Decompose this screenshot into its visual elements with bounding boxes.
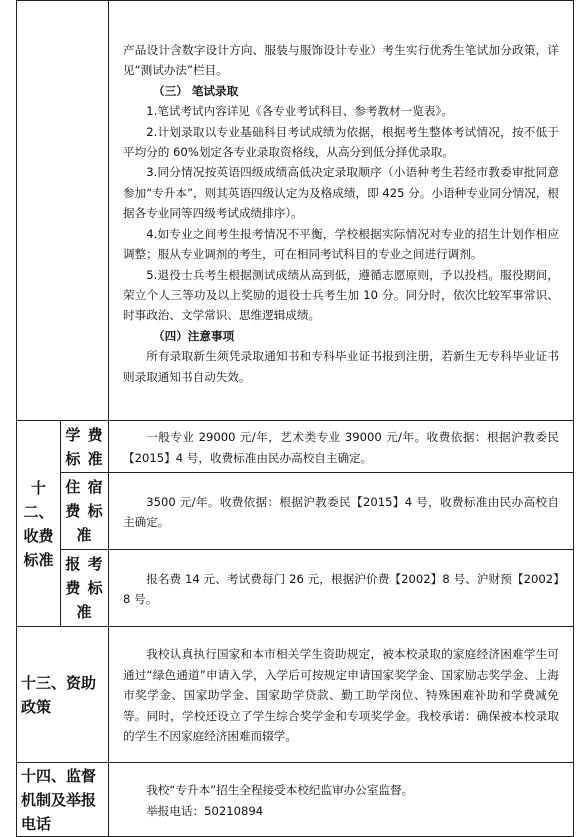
rule-1: 1.笔试考试内容详见《各专业考试科目、参考教材一览表》。: [146, 104, 453, 119]
written-admission-subtitle: （三） 笔试录取: [153, 83, 239, 98]
written-exam-section-row: [17, 1, 574, 421]
fees-category-label: 十 二、 收费 标准: [17, 421, 61, 627]
supervision-text-cell: [109, 763, 574, 837]
report-phone: 举报电话：50210894: [146, 803, 264, 818]
housing-label: 住 宿 费 标 准: [61, 473, 109, 550]
supervision-text: 我校“专升本”招生全程接受本校纪监审办公室监督。: [146, 783, 414, 798]
rule-3: 3.同分情况按英语四级成绩高低决定录取顺序（小语种考生若经市教委审批同意参加“专升本”，则其英语四级认定为及格成绩，即 425 分。小语种专业同分情况，根据各专业同等四级考试成绩排序）。: [123, 165, 559, 221]
supervision-label: 十四、监督 机制及举报 电话: [17, 763, 109, 837]
housing-text: 3500 元/年。收费依据：根据沪教委民【2015】4 号，收费标准由民办高校自主确定。: [123, 494, 559, 529]
aid-policy-label: 十三、资助 政策: [17, 627, 109, 763]
notice-text: 所有录取新生须凭录取通知书和专科毕业证书报到注册，若新生无专科毕业证书则录取通知书自动失效。: [123, 349, 559, 384]
supervision-row: [17, 763, 574, 837]
notice-subtitle: （四）注意事项: [153, 328, 235, 343]
written-exam-content: [109, 1, 574, 421]
tuition-row: [17, 421, 574, 473]
tuition-text-cell: [109, 421, 574, 473]
intro-text: 产品设计含数字设计方向、服装与服饰设计专业）考生实行优秀生笔试加分政策，详见“测试办法”栏目。: [123, 43, 559, 78]
tuition-label: 学 费 标 准: [61, 421, 109, 473]
aid-policy-text-cell: [109, 627, 574, 763]
aid-policy-text: 我校认真执行国家和本市相关学生资助规定，被本校录取的家庭经济困难学生可通过“绿色通道”申请入学，入学后可按规定申请国家奖学金、国家励志奖学金、上海市奖学金、国家助学金、国家助学贷款、勤工助学岗位、特殊困难补助和学费减免等。同时，学校还设立了学生综合奖学金和专项奖学金。我校承诺：确保被本校录取的学生不因家庭经济困难而辍学。: [123, 647, 559, 744]
exam-fee-row: [17, 550, 574, 627]
tuition-text: 一般专业 29000 元/年，艺术类专业 39000 元/年。收费依据：根据沪教委民【2015】4 号，收费标准由民办高校自主确定。: [123, 430, 559, 465]
rule-2: 2.计划录取以专业基础科目考试成绩为依据，根据考生整体考试情况，按不低于平均分的 60%划定各专业录取资格线，从高分到低分择优录取。: [123, 124, 559, 160]
housing-text-cell: [109, 473, 574, 550]
aid-policy-row: [17, 627, 574, 763]
empty-label-cell: [17, 1, 109, 421]
exam-fee-text: 报名费 14 元、考试费每门 26 元，根据沪价费【2002】8 号、沪财预【2002】8 号。: [123, 571, 559, 606]
rule-4: 4.如专业之间考生报考情况不平衡，学校根据实际情况对专业的招生计划作相应调整；服从专业调剂的考生，可在相同考试科目的专业之间进行调剂。: [123, 226, 559, 262]
housing-row: [17, 473, 574, 550]
rule-5: 5.退役士兵考生根据测试成绩从高到低，遵循志愿原则，予以投档。服役期间，荣立个人三等功及以上奖励的退役士兵考生加 10 分。同分时，依次比较军事常识、时事政治、文学常识、思维逻辑成绩。: [123, 267, 559, 323]
exam-fee-text-cell: [109, 550, 574, 627]
admission-rules-table: [16, 0, 574, 837]
exam-fee-label: 报 考 费 标 准: [61, 550, 109, 627]
